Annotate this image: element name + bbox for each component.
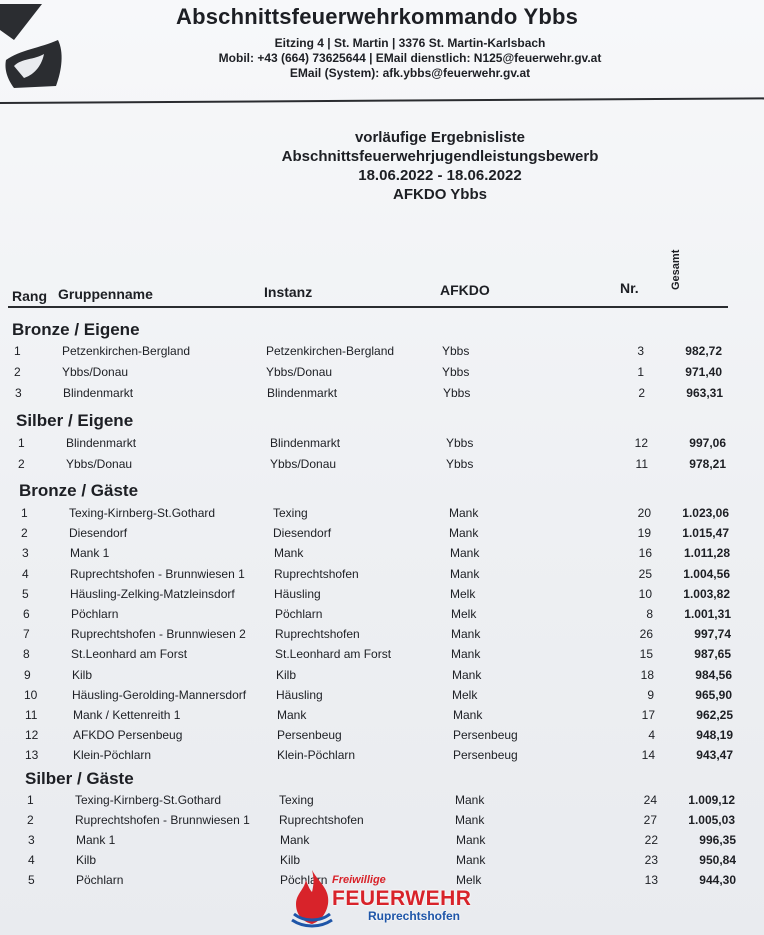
number-cell: 18 — [640, 668, 654, 682]
total-score-cell: 997,06 — [689, 436, 726, 450]
group-name-cell: Kilb — [76, 853, 97, 867]
number-cell: 22 — [644, 833, 658, 847]
rank-cell: 3 — [15, 386, 22, 400]
number-cell: 4 — [648, 728, 655, 742]
rank-cell: 10 — [24, 688, 38, 702]
afkdo-cell: Mank — [455, 793, 485, 807]
instance-cell: Ruprechtshofen — [275, 627, 360, 641]
section-heading: Bronze / Gäste — [19, 481, 139, 500]
group-name-cell: Texing-Kirnberg-St.Gothard — [69, 506, 216, 520]
total-score-cell: 965,90 — [695, 688, 732, 702]
group-name-cell: Blindenmarkt — [63, 386, 134, 400]
rank-cell: 7 — [23, 627, 30, 641]
group-name-cell: Ruprechtshofen - Brunnwiesen 1 — [75, 813, 250, 827]
table-row — [21, 506, 761, 524]
total-score-cell: 1.015,47 — [682, 526, 729, 540]
total-score-cell: 1.023,06 — [682, 506, 729, 520]
total-score-cell: 996,35 — [699, 833, 736, 847]
table-row — [22, 587, 762, 605]
instance-cell: Mank — [274, 546, 304, 560]
watermark-small-text: Freiwillige — [332, 874, 386, 886]
instance-cell: Häusling — [274, 587, 321, 601]
total-score-cell: 963,31 — [686, 386, 723, 400]
contact-line: Mobil: +43 (664) 73625644 | EMail dienstlich: N125@feuerwehr.gv.at — [218, 51, 602, 65]
col-afkdo: AFKDO — [440, 282, 490, 298]
table-row — [22, 546, 762, 564]
afkdo-cell: Melk — [451, 607, 477, 621]
group-name-cell: Kilb — [72, 668, 93, 682]
afkdo-cell: Mank — [452, 668, 482, 682]
instance-cell: Ybbs/Donau — [266, 365, 333, 379]
table-row — [25, 728, 764, 746]
instance-cell: Ruprechtshofen — [274, 567, 359, 581]
watermark — [288, 868, 488, 930]
afkdo-cell: Mank — [451, 647, 481, 661]
number-cell: 24 — [643, 793, 657, 807]
afkdo-cell: Mank — [450, 567, 480, 581]
afkdo-cell: Persenbeug — [453, 748, 518, 762]
group-name-cell: Häusling-Zelking-Matzleinsdorf — [70, 587, 235, 601]
number-cell: 11 — [635, 457, 648, 471]
rank-cell: 12 — [25, 728, 39, 742]
col-nr: Nr. — [620, 280, 639, 296]
rank-cell: 4 — [22, 567, 29, 581]
number-cell: 1 — [637, 365, 644, 379]
rank-cell: 2 — [18, 457, 25, 471]
header-divider — [0, 97, 764, 104]
col-rang: Rang — [12, 288, 47, 304]
instance-cell: Blindenmarkt — [270, 436, 341, 450]
group-name-cell: Mank 1 — [76, 833, 116, 847]
group-name-cell: Ybbs/Donau — [66, 457, 133, 471]
group-name-cell: Pöchlarn — [76, 873, 124, 887]
watermark-location-text: Ruprechtshofen — [368, 909, 461, 923]
afkdo-cell: Ybbs — [442, 365, 470, 379]
table-row — [28, 833, 764, 851]
number-cell: 19 — [637, 526, 651, 540]
instance-cell: Mank — [277, 708, 307, 722]
total-score-cell: 950,84 — [699, 853, 736, 867]
number-cell: 12 — [634, 436, 648, 450]
rank-cell: 5 — [28, 873, 35, 887]
rank-cell: 8 — [23, 647, 30, 661]
title-line-4: AFKDO Ybbs — [393, 186, 487, 203]
rank-cell: 4 — [28, 853, 35, 867]
instance-cell: Petzenkirchen-Bergland — [266, 344, 395, 358]
afkdo-cell: Melk — [452, 688, 478, 702]
afkdo-cell: Mank — [456, 833, 486, 847]
address-line: Eitzing 4 | St. Martin | 3376 St. Martin-Karlsbach — [274, 36, 546, 50]
fire-brigade-logo-icon — [0, 0, 70, 92]
table-row — [27, 793, 764, 811]
group-name-cell: Ruprechtshofen - Brunnwiesen 2 — [71, 627, 246, 641]
rank-cell: 3 — [28, 833, 35, 847]
instance-cell: Kilb — [280, 853, 301, 867]
instance-cell: Persenbeug — [277, 728, 342, 742]
table-row — [25, 748, 764, 766]
rank-cell: 1 — [18, 436, 25, 450]
rank-cell: 3 — [22, 546, 29, 560]
rank-cell: 1 — [14, 344, 21, 358]
watermark-brand-text: FEUERWEHR — [332, 887, 472, 910]
title-line-3-date: 18.06.2022 - 18.06.2022 — [358, 167, 522, 184]
afkdo-cell: Persenbeug — [453, 728, 518, 742]
group-name-cell: St.Leonhard am Forst — [71, 647, 188, 661]
total-score-cell: 1.011,28 — [683, 546, 730, 560]
header-rule — [8, 306, 728, 308]
afkdo-cell: Ybbs — [446, 457, 474, 471]
total-score-cell: 971,40 — [685, 365, 722, 379]
group-name-cell: Pöchlarn — [71, 607, 119, 621]
instance-cell: Pöchlarn — [280, 873, 328, 887]
number-cell: 17 — [641, 708, 655, 722]
table-row — [21, 526, 761, 544]
table-row — [23, 627, 763, 645]
number-cell: 20 — [637, 506, 651, 520]
afkdo-cell: Ybbs — [443, 386, 471, 400]
instance-cell: Ybbs/Donau — [270, 457, 337, 471]
afkdo-cell: Mank — [451, 627, 481, 641]
rank-cell: 1 — [27, 793, 34, 807]
number-cell: 16 — [638, 546, 652, 560]
instance-cell: Texing — [273, 506, 308, 520]
number-cell: 13 — [644, 873, 658, 887]
total-score-cell: 982,72 — [685, 344, 722, 358]
afkdo-cell: Mank — [455, 813, 485, 827]
instance-cell: Kilb — [276, 668, 297, 682]
table-row — [23, 607, 763, 625]
afkdo-cell: Mank — [450, 546, 480, 560]
section-heading: Silber / Eigene — [16, 411, 134, 430]
total-score-cell: 962,25 — [696, 708, 733, 722]
afkdo-cell: Mank — [456, 853, 486, 867]
group-name-cell: Ybbs/Donau — [62, 365, 129, 379]
number-cell: 25 — [638, 567, 652, 581]
title-line-2: Abschnittsfeuerwehrjugendleistungsbewerb — [281, 148, 599, 165]
afkdo-cell: Melk — [450, 587, 476, 601]
col-gruppenname: Gruppenname — [58, 286, 153, 302]
number-cell: 26 — [639, 627, 653, 641]
number-cell: 27 — [643, 813, 657, 827]
afkdo-cell: Mank — [449, 506, 479, 520]
total-score-cell: 997,74 — [694, 627, 731, 641]
table-row — [24, 688, 764, 706]
total-score-cell: 1.009,12 — [688, 793, 735, 807]
section-heading: Silber / Gäste — [25, 769, 134, 788]
number-cell: 14 — [641, 748, 655, 762]
table-row — [18, 436, 758, 454]
group-name-cell: Mank 1 — [70, 546, 110, 560]
group-name-cell: Mank / Kettenreith 1 — [73, 708, 181, 722]
instance-cell: Blindenmarkt — [267, 386, 338, 400]
group-name-cell: AFKDO Persenbeug — [73, 728, 183, 742]
afkdo-cell: Mank — [453, 708, 483, 722]
rank-cell: 11 — [25, 708, 38, 722]
total-score-cell: 978,21 — [689, 457, 726, 471]
instance-cell: Mank — [280, 833, 310, 847]
afkdo-cell: Ybbs — [446, 436, 474, 450]
col-gesamt: Gesamt — [670, 249, 682, 290]
total-score-cell: 1.003,82 — [683, 587, 730, 601]
afkdo-cell: Ybbs — [442, 344, 470, 358]
table-row — [22, 567, 762, 585]
group-name-cell: Häusling-Gerolding-Mannersdorf — [72, 688, 247, 702]
total-score-cell: 1.005,03 — [688, 813, 735, 827]
rank-cell: 13 — [25, 748, 39, 762]
table-row — [14, 365, 754, 383]
rank-cell: 6 — [23, 607, 30, 621]
number-cell: 3 — [637, 344, 644, 358]
col-instanz: Instanz — [264, 284, 313, 300]
total-score-cell: 944,30 — [699, 873, 736, 887]
group-name-cell: Ruprechtshofen - Brunnwiesen 1 — [70, 567, 245, 581]
rank-cell: 5 — [22, 587, 29, 601]
document-title — [200, 128, 680, 204]
group-name-cell: Diesendorf — [69, 526, 128, 540]
instance-cell: Häusling — [276, 688, 323, 702]
organisation-name: Abschnittsfeuerwehrkommando Ybbs — [176, 4, 579, 29]
table-header — [0, 240, 764, 306]
instance-cell: Texing — [279, 793, 314, 807]
group-name-cell: Blindenmarkt — [66, 436, 137, 450]
total-score-cell: 984,56 — [695, 668, 732, 682]
section-heading: Bronze / Eigene — [12, 320, 140, 339]
instance-cell: Klein-Pöchlarn — [277, 748, 356, 762]
title-line-1: vorläufige Ergebnisliste — [354, 129, 526, 146]
number-cell: 9 — [647, 688, 654, 702]
number-cell: 15 — [639, 647, 653, 661]
table-row — [18, 457, 758, 475]
number-cell: 10 — [638, 587, 652, 601]
group-name-cell: Petzenkirchen-Bergland — [62, 344, 191, 358]
table-row — [14, 344, 754, 362]
number-cell: 2 — [638, 386, 645, 400]
system-email-line: EMail (System): afk.ybbs@feuerwehr.gv.at — [289, 66, 531, 80]
number-cell: 23 — [644, 853, 658, 867]
table-row — [15, 386, 755, 404]
rank-cell: 2 — [27, 813, 34, 827]
rank-cell: 9 — [24, 668, 31, 682]
table-row — [24, 668, 764, 686]
total-score-cell: 987,65 — [694, 647, 731, 661]
group-name-cell: Klein-Pöchlarn — [73, 748, 152, 762]
rank-cell: 2 — [14, 365, 21, 379]
instance-cell: Ruprechtshofen — [279, 813, 364, 827]
total-score-cell: 1.004,56 — [683, 567, 730, 581]
afkdo-cell: Melk — [456, 873, 482, 887]
afkdo-cell: Mank — [449, 526, 479, 540]
rank-cell: 1 — [21, 506, 28, 520]
group-name-cell: Texing-Kirnberg-St.Gothard — [75, 793, 222, 807]
total-score-cell: 948,19 — [696, 728, 733, 742]
total-score-cell: 1.001,31 — [684, 607, 731, 621]
instance-cell: Pöchlarn — [275, 607, 323, 621]
instance-cell: Diesendorf — [273, 526, 332, 540]
flame-logo-icon — [288, 868, 336, 930]
number-cell: 8 — [646, 607, 653, 621]
table-row — [27, 813, 764, 831]
instance-cell: St.Leonhard am Forst — [275, 647, 392, 661]
total-score-cell: 943,47 — [696, 748, 733, 762]
table-row — [25, 708, 764, 726]
rank-cell: 2 — [21, 526, 28, 540]
table-row — [23, 647, 763, 665]
